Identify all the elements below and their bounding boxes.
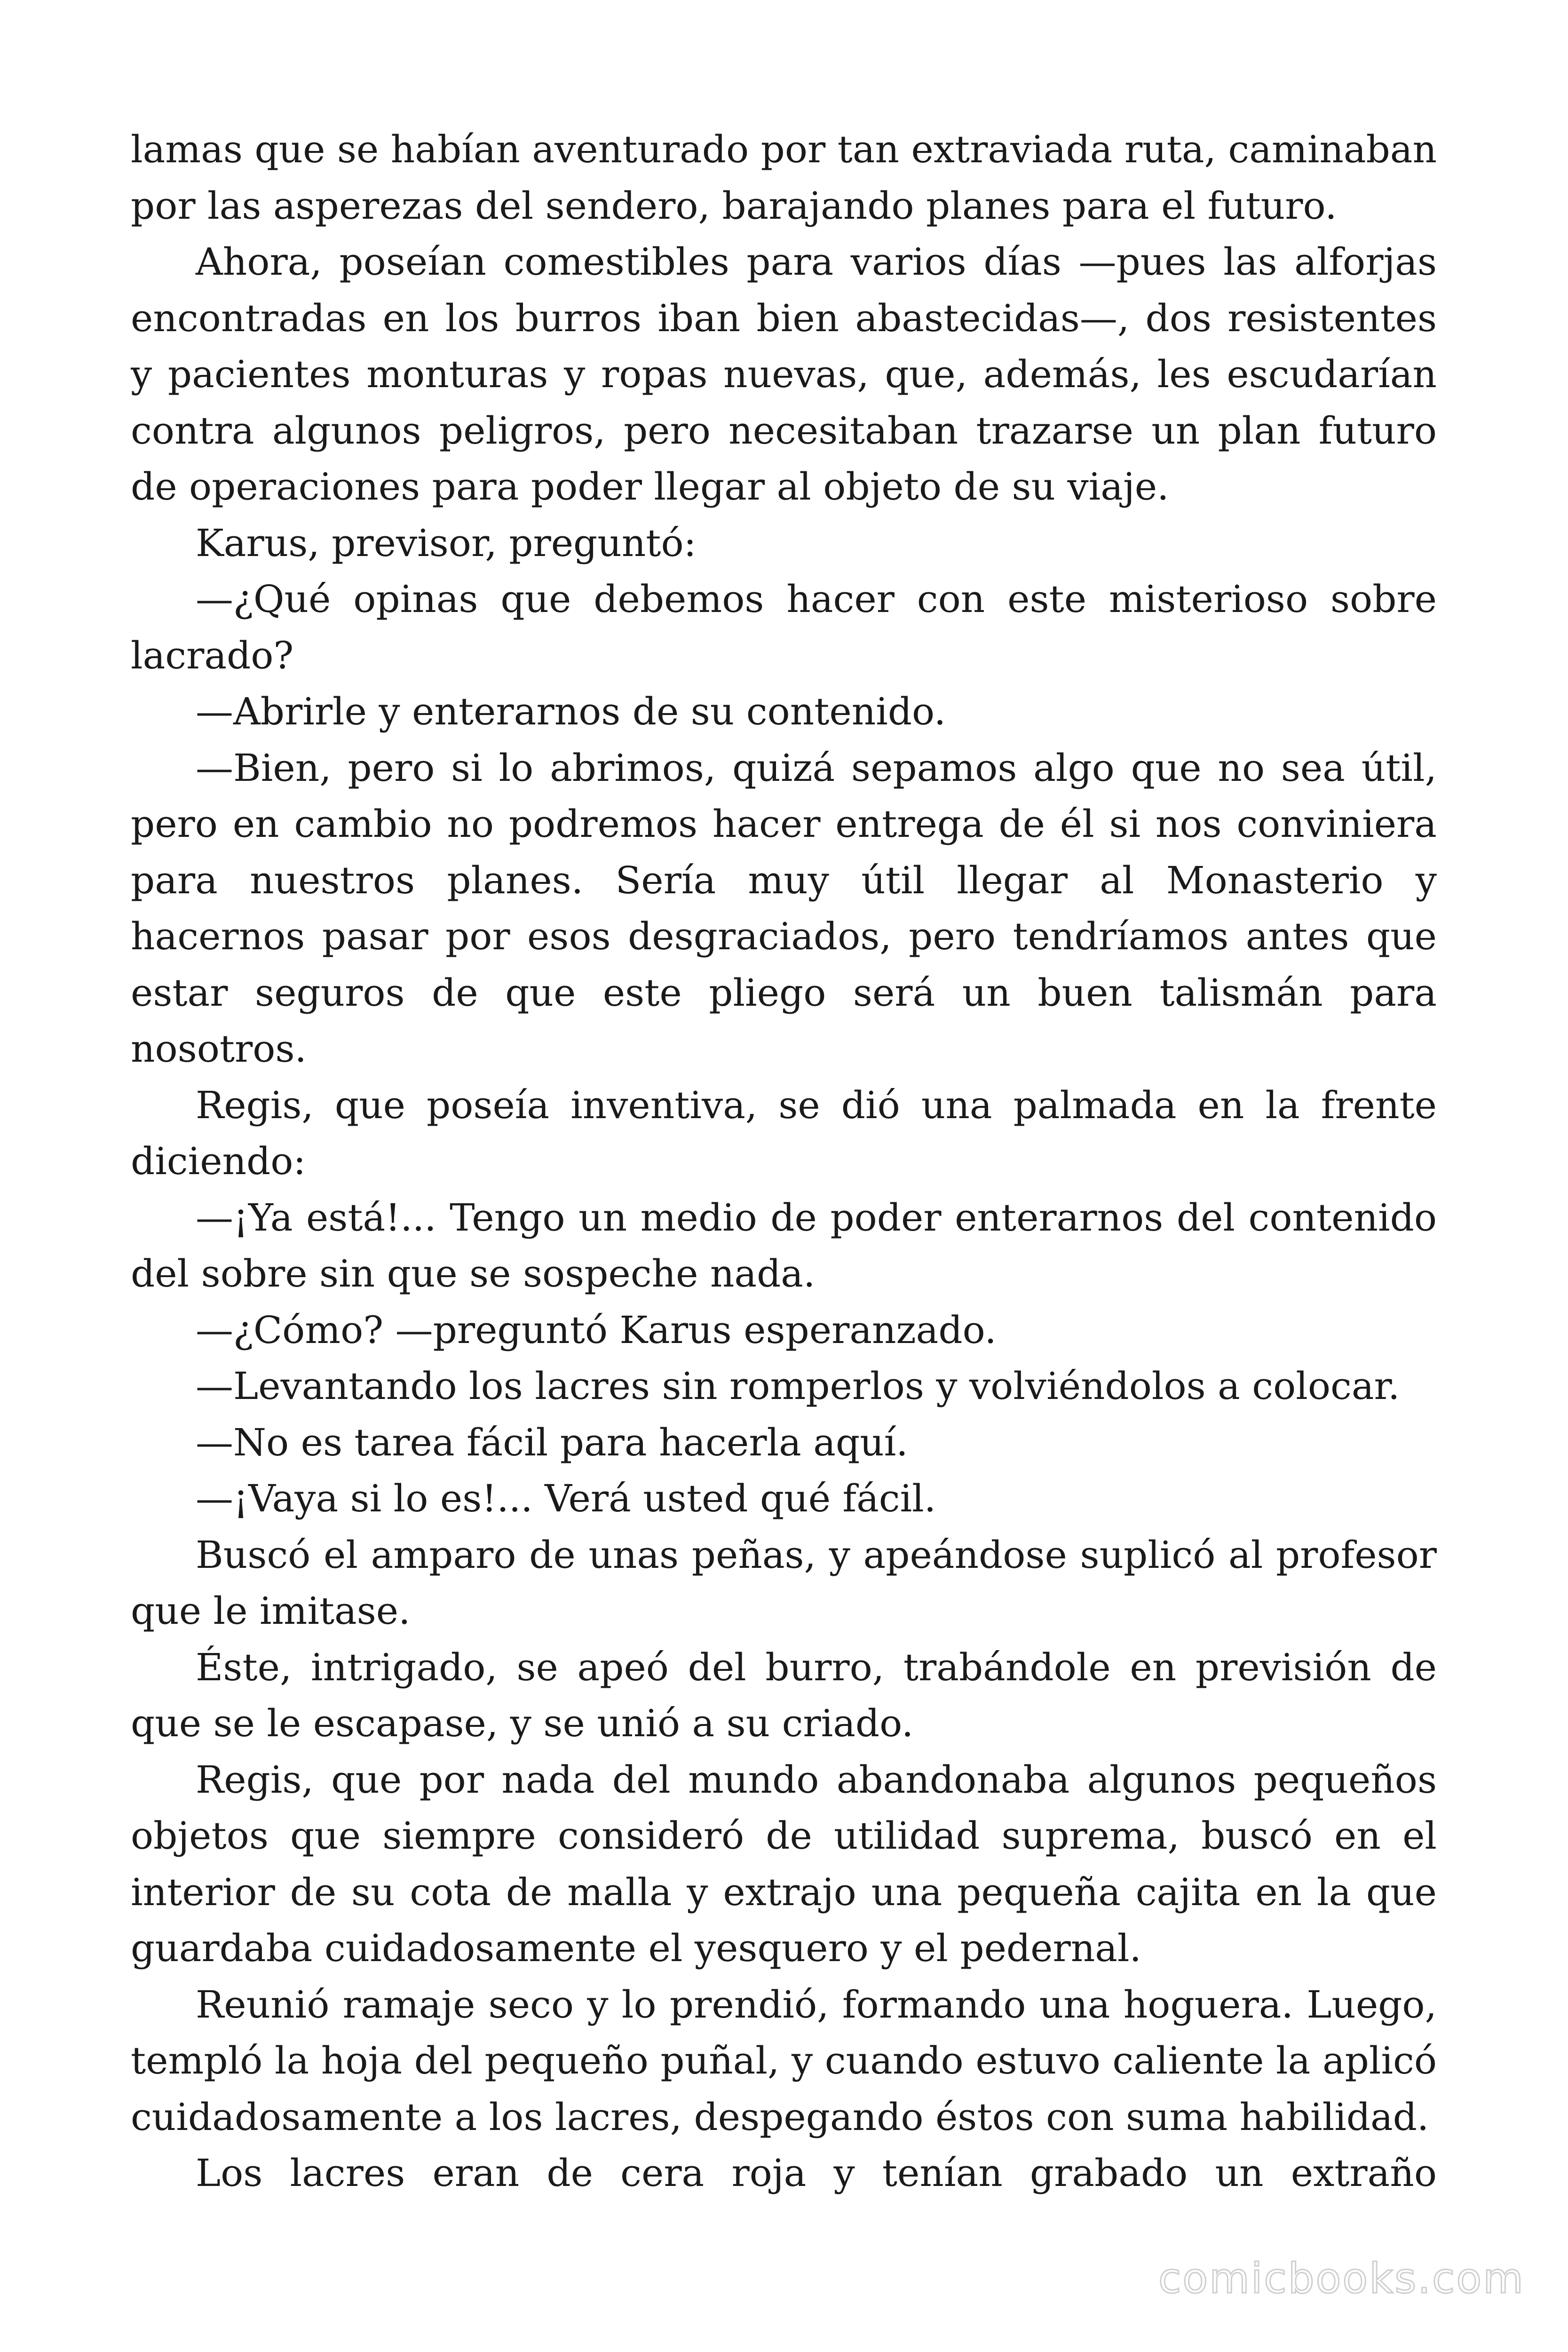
paragraph: lamas que se habían aventurado por tan extraviada ruta, caminaban por las asperezas del sendero, barajando planes para el futuro.	[131, 127, 1437, 228]
paragraph: —Abrirle y enterarnos de su contenido.	[196, 690, 946, 733]
paragraph: Ahora, poseían comestibles para varios días —pues las alforjas encontradas en los burros iban bien abastecidas—, dos resistentes y pacientes monturas y ropas nuevas, que, además, les escudarían contra algunos peligros, pero necesitaban trazarse un plan futuro de operaciones para poder llegar al objeto de su viaje.	[131, 240, 1437, 509]
paragraph: Reunió ramaje seco y lo prendió, formando una hoguera. Luego, templó la hoja del pequeño puñal, y cuando estuvo caliente la aplicó cuidadosamente a los lacres, despegando éstos con suma habilidad.	[131, 1982, 1437, 2139]
paragraph: —Bien, pero si lo abrimos, quizá sepamos algo que no sea útil, pero en cambio no podremos hacer entrega de él si nos conviniera para nuestros planes. Sería muy útil llegar al Monasterio y hacernos pasar por esos desgraciados, pero tendríamos antes que estar seguros de que este pliego será un buen talismán para nosotros.	[131, 746, 1437, 1071]
paragraph: Éste, intrigado, se apeó del burro, trabándole en previsión de que se le escapase, y se unió a su criado.	[131, 1645, 1437, 1745]
paragraph: —¡Ya está!... Tengo un medio de poder enterarnos del contenido del sobre sin que se sospeche nada.	[131, 1195, 1437, 1295]
paragraph: —¡Vaya si lo es!... Verá usted qué fácil.	[196, 1477, 936, 1520]
paragraph: Regis, que por nada del mundo abandonaba algunos pequeños objetos que siempre consideró de utilidad suprema, buscó en el interior de su cota de malla y extrajo una pequeña cajita en la que guardaba cuidadosamente el yesquero y el pedernal.	[131, 1757, 1437, 1970]
paragraph: —¿Qué opinas que debemos hacer con este misterioso sobre lacrado?	[131, 577, 1437, 677]
paragraph: —Levantando los lacres sin romperlos y volviéndolos a colocar.	[196, 1364, 1400, 1408]
paragraph: Buscó el amparo de unas peñas, y apeándose suplicó al profesor que le imitase.	[131, 1533, 1437, 1633]
paragraph-continued: Los lacres eran de cera roja y tenían grabado un extraño	[196, 2151, 1437, 2195]
body-text	[131, 121, 1437, 2201]
watermark: comicbooks.com	[1158, 2254, 1525, 2303]
paragraph: Regis, que poseía inventiva, se dió una palmada en la frente diciendo:	[131, 1083, 1437, 1183]
paragraph: —¿Cómo? —preguntó Karus esperanzado.	[196, 1308, 997, 1352]
paragraph: —No es tarea fácil para hacerla aquí.	[196, 1420, 908, 1464]
paragraph: Karus, previsor, preguntó:	[196, 521, 697, 565]
